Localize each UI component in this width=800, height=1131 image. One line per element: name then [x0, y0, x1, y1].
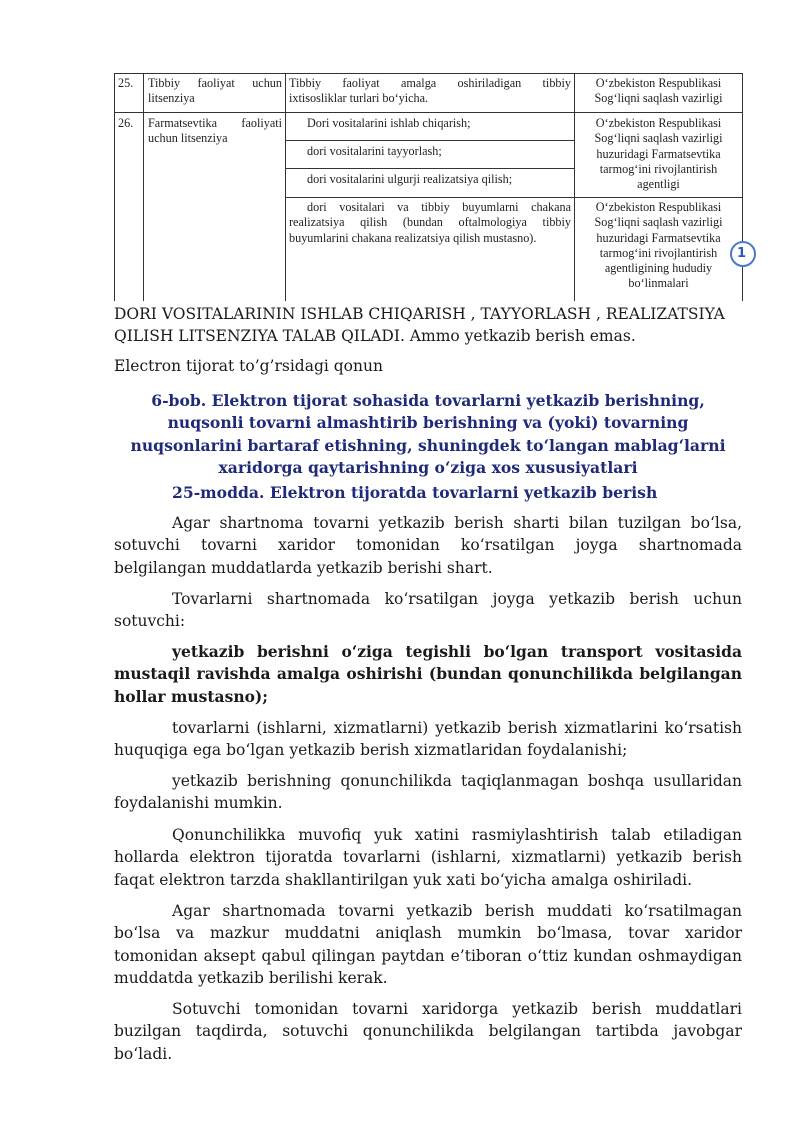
table-border-left	[114, 73, 115, 301]
table-row-divider	[114, 112, 743, 113]
activity-text	[289, 200, 571, 246]
authority-text	[575, 116, 742, 192]
authority-line: tarmog‘ini rivojlantirish	[599, 245, 718, 260]
authority-line: O‘zbekiston Respublikasi	[595, 76, 722, 90]
paragraph: Agar shartnomada tovarni yetkazib berish muddati ko‘rsatilmagan bo‘lsa va mazkur muddatni aniqlash mumkin bo‘lmasa, tovar xaridor tomonidan aksept qabul qilingan paytdan e’tiboran o‘ttiz kundan oshmaydigan muddatda yetkazib berilishi kerak.	[114, 902, 742, 988]
license-name-line: uchun litsenziya	[148, 131, 228, 146]
law-title: Electron tijorat to’g’rsidagi qonun	[114, 357, 383, 375]
authority-line: bo‘linmalari	[628, 276, 689, 291]
authority-line: huzuridagi Farmatsevtika	[596, 230, 721, 245]
license-name	[148, 76, 282, 107]
table-col-divider	[285, 73, 286, 301]
authority-line: O‘zbekiston Respublikasi	[595, 116, 722, 130]
paragraph: Qonunchilikka muvofiq yuk xatini rasmiylashtirish talab etiladigan hollarda elektron tijoratda tovarlarni (ishlarni, xizmatlarni) yetkazib berish faqat elektron tarzda shakllantirilgan yuk xati bo‘yicha amalga oshiriladi.	[114, 826, 742, 889]
authority-text	[575, 200, 742, 292]
row-number: 25.	[118, 76, 134, 90]
activity-line: buyumlarini chakana realizatsiya qilish mustasno).	[289, 230, 537, 245]
page-badge-icon[interactable]: 1	[730, 241, 756, 267]
activity-text	[289, 76, 571, 107]
activity-line: ixtisosliklar turlari bo‘yicha.	[289, 91, 429, 106]
activity-text: dori vositalarini ulgurji realizatsiya qilish;	[307, 172, 513, 186]
paragraph: Agar shartnoma tovarni yetkazib berish sharti bilan tuzilgan bo‘lsa, sotuvchi tovarni xaridor tomonidan ko‘rsatilgan joyga shartnomada belgilangan muddatlarda yetkazib berishi shart.	[114, 514, 742, 577]
license-name-line: Farmatsevtika faoliyati	[148, 116, 282, 130]
paragraph: Tovarlarni shartnomada ko‘rsatilgan joyga yetkazib berish uchun sotuvchi:	[114, 590, 742, 631]
authority-line: O‘zbekiston Respublikasi	[595, 200, 722, 214]
authority-line: Sog‘liqni saqlash vazirligi	[594, 131, 723, 146]
license-name-line: Tibbiy faoliyat uchun	[148, 76, 282, 90]
license-table	[114, 73, 743, 301]
table-cell-divider	[285, 168, 574, 169]
activity-line: realizatsiya qilish (bundan oftalmologiya tibbiy	[289, 215, 571, 230]
paragraph: yetkazib berishning qonunchilikda taqiqlanmagan boshqa usullaridan foydalanishi mumkin.	[114, 772, 742, 813]
chapter-heading: 6-bob. Elektron tijorat sohasida tovarlarni yetkazib berishning, nuqsonli tovarni almashtirib berishning va (yoki) tovarning nuqsonlarini bartaraf etishning, shuningdek to‘langan mablag‘larni xaridorga qaytarishning o‘ziga xos xususiyatlari	[130, 391, 726, 478]
paragraph: tovarlarni (ishlarni, xizmatlarni) yetkazib berish xizmatlarini ko‘rsatish huquqiga ega bo‘lgan yetkazib berish xizmatlaridan foydalanishi;	[114, 719, 742, 760]
authority-line: huzuridagi Farmatsevtika	[596, 146, 721, 161]
activity-line: dori vositalari va tibbiy buyumlarni chakana	[307, 200, 571, 214]
paragraph: Sotuvchi tomonidan tovarni xaridorga yetkazib berish muddatlari buzilgan taqdirda, sotuvchi qonunchilikda belgilangan tartibda javobgar bo‘ladi.	[114, 1000, 742, 1063]
activity-text: dori vositalarini tayyorlash;	[307, 144, 442, 158]
authority-line: Sog‘liqni saqlash vazirligi	[594, 91, 723, 106]
license-name-line: litsenziya	[148, 91, 195, 106]
license-name	[148, 116, 282, 147]
activity-line: Tibbiy faoliyat amalga oshiriladigan tibbiy	[289, 76, 571, 90]
article-heading: 25-modda. Elektron tijoratda tovarlarni yetkazib berish	[172, 483, 658, 502]
table-cell-divider	[285, 197, 743, 198]
paragraph-bold: yetkazib berishni o‘ziga tegishli bo‘lgan transport vositasida mustaqil ravishda amalga oshirishi (bundan qonunchilikda belgilangan hollar mustasno);	[114, 642, 742, 706]
authority-line: tarmog‘ini rivojlantirish	[599, 161, 718, 176]
table-cell-divider	[285, 140, 574, 141]
table-border-top	[114, 73, 743, 74]
authority-text	[575, 76, 742, 107]
authority-line: agentligi	[637, 177, 680, 192]
note-paragraph: DORI VOSITALARININ ISHLAB CHIQARISH , TAYYORLASH , REALIZATSIYA QILISH LITSENZIYA TALAB QILADI. Ammo yetkazib berish emas.	[114, 305, 725, 346]
authority-line: Sog‘liqni saqlash vazirligi	[594, 215, 723, 230]
row-number: 26.	[118, 116, 134, 130]
table-col-divider	[143, 73, 144, 301]
authority-line: agentligining hududiy	[604, 261, 713, 276]
activity-text: Dori vositalarini ishlab chiqarish;	[307, 116, 471, 130]
